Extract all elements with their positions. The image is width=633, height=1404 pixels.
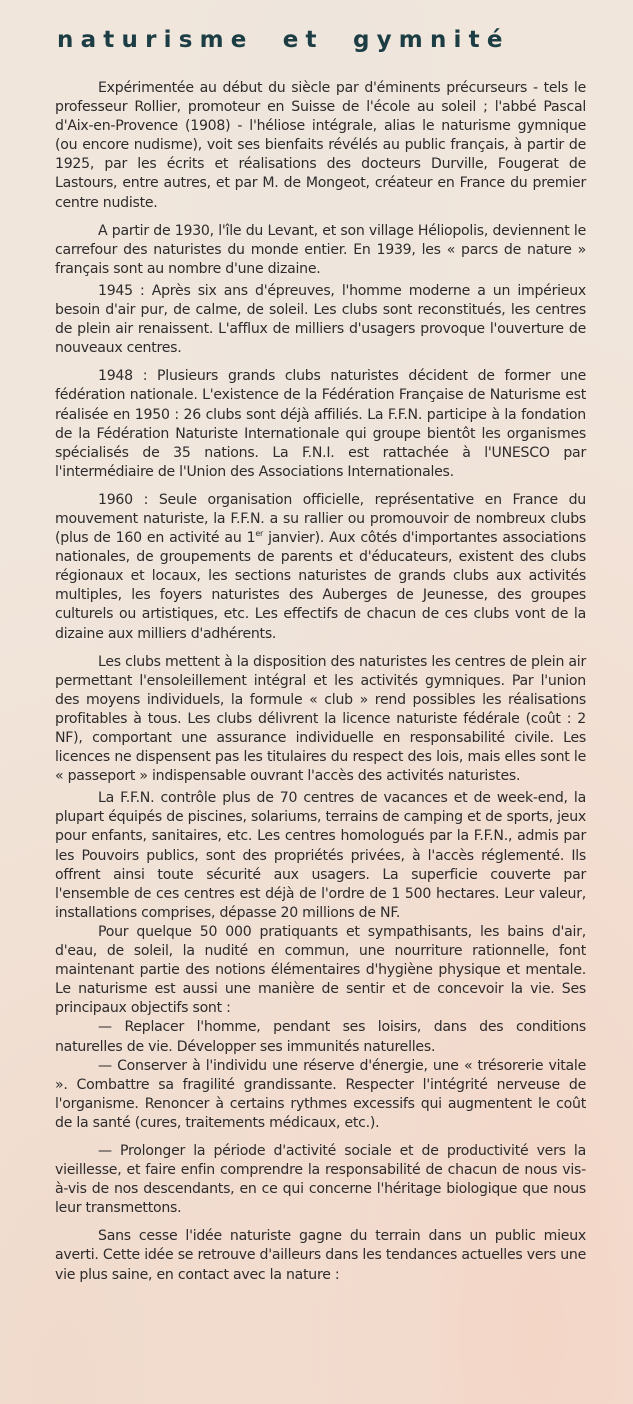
paragraph-1945: 1945 : Après six ans d'épreuves, l'homme moderne a un impérieux besoin d'air pur, de calme, de soleil. Les clubs sont reconstitués, les centres de plein air renaissent. L'afflux de milliers d'usagers provoque l'ouverture de nouveaux centres. — [55, 282, 586, 357]
superscript-er: er — [255, 529, 264, 539]
paragraph-1960-text-b: janvier). Aux côtés d'importantes associations nationales, de groupements de parents et d'éducateurs, existent des clubs régionaux et locaux, les sections naturistes de grands clubs aux activités multiples, les foyers naturistes des Auberges de Jeunesse, des groupes culturels ou artistiques, etc. Les effectifs de chacun de ces clubs vont de la dizaine aux milliers d'adhérents. — [55, 530, 586, 642]
paragraph-pratiquants: Pour quelque 50 000 pratiquants et sympathisants, les bains d'air, d'eau, de soleil, la nudité en commun, une nourriture rationnelle, font maintenant partie des notions élémentaires d'hygiène physique et mentale. Le naturisme est aussi une manière de sentir et de concevoir la vie. Ses principaux objectifs sont : — [55, 923, 586, 1017]
paragraph-1960-text-a: 1960 : Seule organisation officielle, représentative en France du mouvement naturiste, la F.F.N. a su rallier ou promouvoir de nombreux clubs (plus de 160 en activité au 1 — [55, 491, 586, 547]
paragraph-conclusion: Sans cesse l'idée naturiste gagne du terrain dans un public mieux averti. Cette idée se retrouve d'ailleurs dans les tendances actuelles vers une vie plus saine, en contact avec la nature : — [55, 1228, 586, 1283]
article-title: naturisme et gymnité — [57, 27, 510, 53]
paragraph-1948: 1948 : Plusieurs grands clubs naturistes décident de former une fédération nationale. L'existence de la Fédération Française de Naturisme est réalisée en 1950 : 26 clubs sont déjà affiliés. La F.F.N. participe à la fondation de la Fédération Naturiste Internationale qui groupe bientôt les organismes spécialisés de 35 nations. La F.N.I. est rattachée à l'UNESCO par l'intermédiaire de l'Union des Associations Internationales. — [55, 368, 586, 480]
objective-1: — Replacer l'homme, pendant ses loisirs, dans des conditions naturelles de vie. Développer ses immunités naturelles. — [55, 1019, 586, 1055]
paragraph-clubs: Les clubs mettent à la disposition des naturistes les centres de plein air permettant l'ensoleillement intégral et les activités gymniques. Par l'union des moyens individuels, la formule « club » rend possibles les réalisations profitables à tous. Les clubs délivrent la licence naturiste fédérale (coût : 2 NF), comportant une assurance individuelle en responsabilité civile. Les licences ne dispensent pas les titulaires du respect des lois, mais elles sont le « passeport » indispensable ouvrant l'accès des activités naturistes. — [55, 653, 586, 785]
paragraph-intro: Expérimentée au début du siècle par d'éminents précurseurs - tels le professeur Rollier, promoteur en Suisse de l'école au soleil ; l'abbé Pascal d'Aix-en-Provence (1908) - l'héliose intégrale, alias le naturisme gymnique (ou encore nudisme), voit ses bienfaits révélés au public français, à partir de 1925, par les écrits et réalisations des docteurs Durville, Fougerat de Lastours, entre autres, et par M. de Mongeot, créateur en France du premier centre nudiste. — [55, 80, 586, 211]
paragraph-centres: La F.F.N. contrôle plus de 70 centres de vacances et de week-end, la plupart équipés de piscines, solariums, terrains de camping et de sports, jeux pour enfants, sanitaires, etc. Les centres homologués par la F.F.N., admis par les Pouvoirs publics, sont des propriétés privées, à l'accès réglementé. Ils offrent ainsi toute sécurité aux usagers. La superficie couverte par l'ensemble de ces centres est déjà de l'ordre de 1 500 hectares. Leur valeur, installations comprises, dépasse 20 millions de NF. — [55, 790, 586, 921]
article-body — [55, 79, 586, 1285]
objective-2: — Conserver à l'individu une réserve d'énergie, une « trésorerie vitale ». Combattre sa fragilité grandissante. Respecter l'intégrité nerveuse de l'organisme. Renoncer à certains rythmes excessifs qui augmentent le coût de la santé (cures, traitements médicaux, etc.). — [55, 1057, 586, 1131]
objective-3: — Prolonger la période d'activité sociale et de productivité vers la vieillesse, et faire enfin comprendre la responsabilité de chacun de nous vis-à-vis de nos descendants, en ce qui concerne l'héritage biologique que nous leur transmettons. — [55, 1142, 586, 1217]
paragraph-1930: A partir de 1930, l'île du Levant, et son village Héliopolis, deviennent le carrefour des naturistes du monde entier. En 1939, les « parcs de nature » français sont au nombre d'une dizaine. — [55, 222, 586, 277]
paragraph-1960 — [55, 491, 586, 644]
